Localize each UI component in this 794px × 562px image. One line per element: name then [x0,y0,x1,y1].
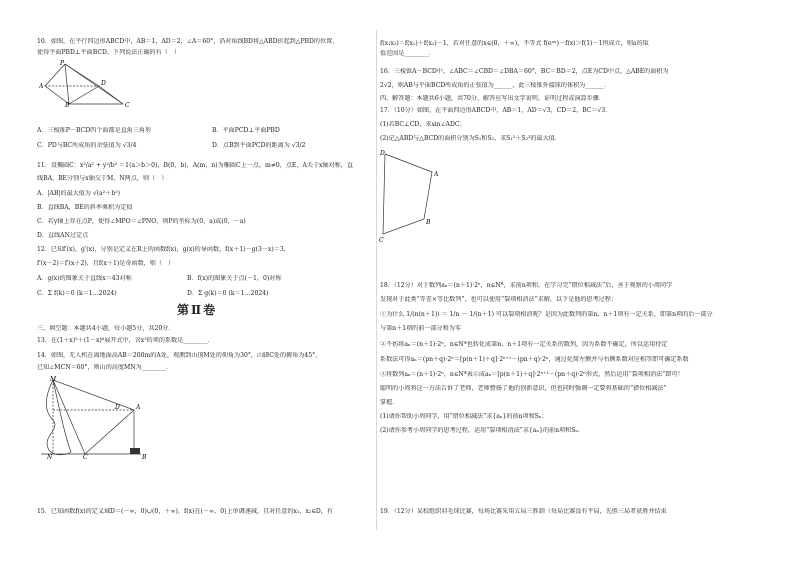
q10-label-b: B [65,102,70,108]
solve-section-heading: 四、解答题：本题共6小题，共70分，解答应写出文字说明、证明过程或演算步骤． [380,95,605,102]
q16-stem-line2: 2√2，则AB与平面BCD所成角的正弦值为______，此三棱锥外接球的体积为______． [380,82,610,89]
q10-stem-line2: 使得平面PBD⊥平面BCD，下列说法正确的有（ ） [37,49,181,56]
q19-stem: 19．（12分）某校组织羽毛球比赛，每场比赛采用五局三胜制（每局比赛没有平局，先胜三局者获胜并结束 [380,508,667,515]
q10-label-d: D [101,80,106,87]
q17-part2: (2)记△ABD与△BCD的面积分别为S₁和S₂，求S₁²＋S₂²的最大值． [380,135,561,142]
q18-line2: 发现对于此类“等差×等比数列”，也可以使用“裂项相消法”求解，以下是他的思考过程： [380,296,617,303]
q17-label-c: C [379,237,384,244]
q11-stem-line1: 11．设椭圆C：x²/a² + y²/b² ＝1(a＞b＞0)，B(0，b)，A(m，n)为椭圆C上一点，m≠0，点E，A关于x轴对称，直 [37,162,353,169]
q12-option-d: D．Σ g(k)＝0 (k＝1…2024) [187,290,269,297]
q14-label-m: M [50,376,57,383]
q14-stem-line1: 14．如图，无人机在离地面高AB＝200m的A处，观测到山顶M处的仰角为30°，山脚C处的俯角为45°， [37,352,322,359]
q17-stem: 17．（10分）如图，在平面四边形ABCD中，AB＝1，AD＝√3，CD＝2，BC＝√3． [380,107,612,114]
q17-part1: (1)若BC⊥CD，求sin∠ADC； [380,121,466,128]
q10-label-a: A [39,83,44,90]
q11-stem-line2: 线BA，BE分别与x轴交于M，N两点，则（ ） [37,175,168,182]
q17-label-b: B [426,219,431,226]
q12-stem-line2: f′(x－2)＝f′(x＋2)，且f(x＋1)是奇函数，则（ ） [37,260,175,267]
fill-in-section-heading: 三、填空题：本题共4小题，每小题5分，共20分． [37,325,175,332]
q11-option-a: A．|AB|的最大值为 √(a²＋b²) [37,190,121,197]
q18-line9: 掌握． [380,399,399,406]
q16-stem-line1: 16．三棱锥A－BCD中，∠ABC＝∠CBD＝∠DBA＝60°，BC＝BD＝2，点E为CD中点，△ABE的面积为 [380,68,669,75]
q15-continuation-line2: 值范围是________． [380,50,435,57]
q10-label-c: C [125,102,130,108]
q18-part1: (1)请你帮助小周同学，用“错位相减法”求{aₙ}的前n项和Sₙ； [380,413,548,420]
q18-line4: 与第n＋1项的前一部分和为零 [380,325,461,332]
q14-label-d: D [115,404,120,411]
q14-label-b: B [142,454,147,460]
q10-option-b: B．平面PCD⊥平面PBD [212,127,280,134]
q14-label-n: N [47,454,53,460]
column-divider [376,30,377,530]
q13-stem: 13．在(1＋x)⁵＋(1－x)⁶展开式中，含x³的项的系数是________． [37,337,214,344]
q11-option-c: C．若y轴上存在点P，使得∠MPO＝∠PNO，则P的坐标为(0，a)或(0，－a) [37,218,246,225]
q18-line6: 系数法可得aₙ＝(pn＋q)·2ⁿ＝[p(n＋1)＋q]·2ⁿ⁺¹－(pn＋q)·2ⁿ，通过化简左侧并与右侧系数对应相等即可确定系数 [380,356,689,363]
q14-stem-line2: 已知∠MCN＝60°，则山的高度MN为________． [37,364,173,371]
q14-mountain-figure [31,376,149,463]
q17-label-a: A [434,171,439,178]
q12-option-a: A．g(x)的图象关于直线x＝43对称 [37,275,132,282]
q10-option-c: C．PD与BC所成角的余弦值为 √3/4 [37,142,137,149]
q10-label-p: P [60,60,65,67]
q18-part2: (2)请你参考小周同学的思考过程，运用“裂项相消法”求{aₙ}的前n项和Sₙ． [380,427,585,434]
q14-label-a: A [136,404,141,411]
q18-line5: ②不妨将aₙ＝(n＋1)·2ⁿ，n∈N*也转化成第n，n＋1项有一定关系的数列，因为系数不确定，所以运用待定 [380,341,668,348]
q12-option-c: C．Σ f(k)＝0 (k＝1…2024) [37,290,117,297]
q10-option-d: D．点B到平面PCD的距离为 √3/2 [212,142,306,149]
q17-quadrilateral-figure [378,148,458,247]
q11-option-d: D．直线AN过定点 [37,232,89,239]
q11-option-b: B．直线BA，BE的斜率乘积为定值 [37,204,133,211]
q14-label-c: C [83,454,88,460]
q18-line8: 聪明的小周将这一方法告诉了老师，老师赞扬了他的创新意识，但也同时强调一定要将基础的“错位相减法” [380,385,667,392]
q10-parallelogram-figure [39,60,143,111]
q12-option-b: B．f(x)的图象关于点(－1，0)对称 [187,275,282,282]
q18-line3: ①为什么 1/(n(n＋1)) ＝ 1/n － 1/(n＋1) 可以裂项相消呢？是因为此数列的第n，n＋1项有一定关系，即第n项的后一部分 [380,311,713,318]
q10-option-a: A．三棱锥P－BCD四个面都是直角三角形 [37,127,152,134]
q15-continuation-line1: f(x₁x₂)＝f(x₁)＋f(x₂)－1，若对任意的x∈(0，＋∞)，不等式 f(eᵃˣ)－f(x)＞f(1)－1恒成立，则a的取 [380,40,649,47]
q10-stem-line1: 10．如图，在平行四边形ABCD中，AB＝1，AD＝2，∠A＝60°，沿对角线BD将△ABD折起到△PBD的位置， [37,38,339,45]
q15-stem: 15．已知函数f(x)的定义域D＝(－∞，0)∪(0，＋∞)，f(x)在(－∞，0)上单调递减，且对任意的x₁，x₂∈D，有 [37,508,333,515]
q18-line7: ③将数列aₙ＝(n＋1)·2ⁿ，n∈N*表示成aₙ＝[p(n＋1)＋q]·2ⁿ⁺¹－(pn＋q)·2ⁿ形式，然后运用“裂项相消法”即可！ [380,371,684,378]
q12-stem-line1: 12．已知f′(x)，g′(x)，分别是定义在R上的函数f(x)，g(x)的导函数，f(x＋1)－g(3－x)＝3， [37,246,290,253]
q17-label-d: D [380,150,385,157]
section-title-part2: 第Ⅱ卷 [177,303,218,317]
q18-line1: 18．（12分）对于数列aₙ＝(n＋1)·2ⁿ，n∈N*，求前n项和，在学习完“错位相减法”后，善于观察的小周同学 [380,282,673,289]
